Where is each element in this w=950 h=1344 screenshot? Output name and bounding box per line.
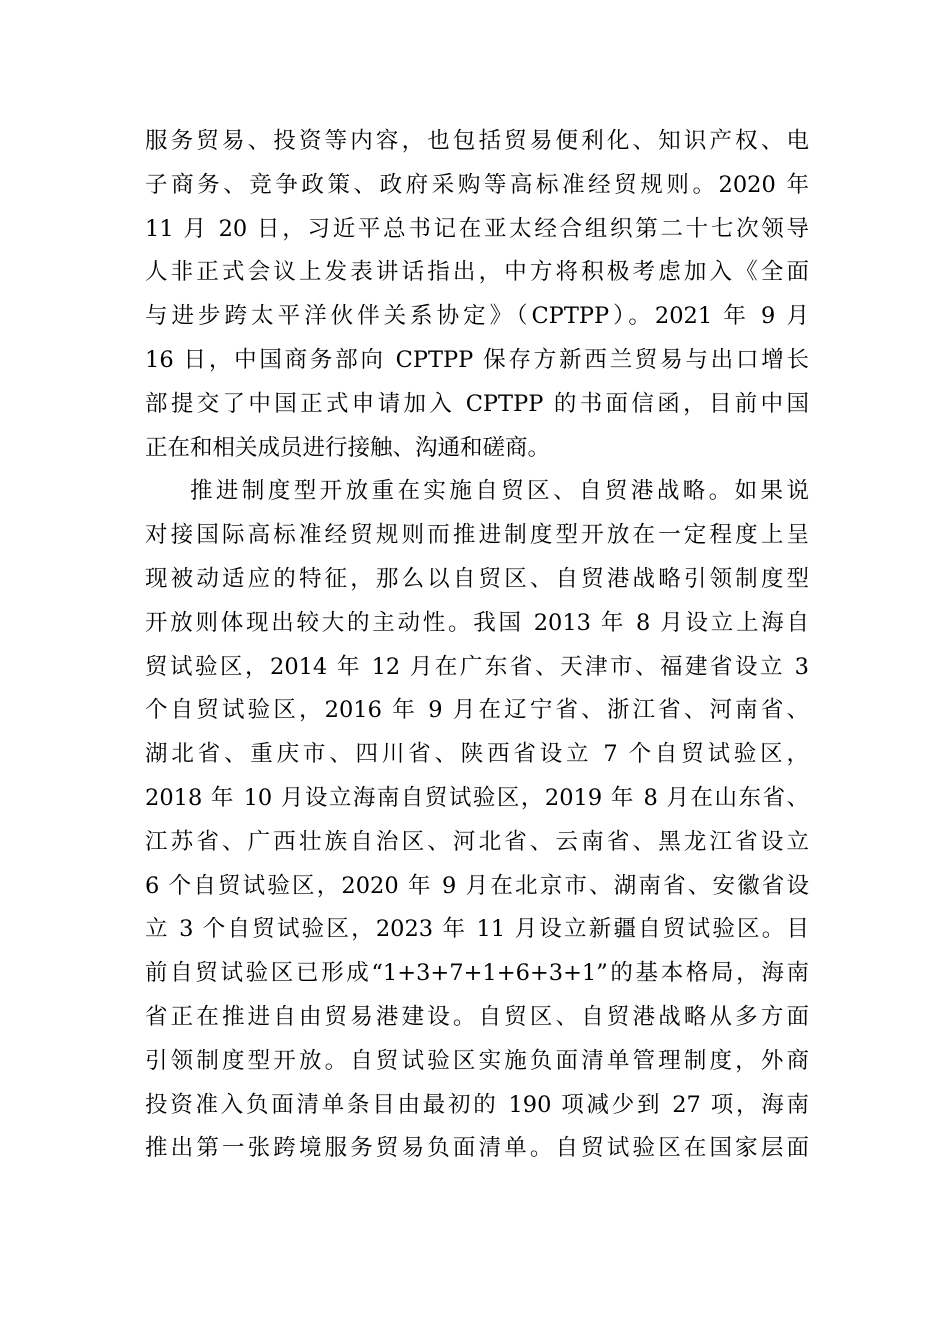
text-line: 16 日，中国商务部向 CPTPP 保存方新西兰贸易与出口增长 <box>145 346 809 373</box>
text-line: 推进制度型开放重在实施自贸区、自贸港战略。如果说 <box>190 478 809 505</box>
text-line: 前自贸试验区已形成“1+3+7+1+6+3+1”的基本格局，海南 <box>145 960 809 987</box>
text-line: 对接国际高标准经贸规则而推进制度型开放在一定程度上呈 <box>145 522 809 549</box>
text-line: 部提交了中国正式申请加入 CPTPP 的书面信函，目前中国 <box>145 390 809 417</box>
text-line: 个自贸试验区，2016 年 9 月在辽宁省、浙江省、河南省、 <box>145 697 809 724</box>
text-line: 投资准入负面清单条目由最初的 190 项减少到 27 项，海南 <box>145 1091 809 1118</box>
body-text <box>145 120 809 1171</box>
text-line: 2018 年 10 月设立海南自贸试验区，2019 年 8 月在山东省、 <box>145 784 809 811</box>
text-line: 子商务、竞争政策、政府采购等高标准经贸规则。2020 年 <box>145 171 809 198</box>
text-line: 引领制度型开放。自贸试验区实施负面清单管理制度，外商 <box>145 1047 809 1074</box>
text-line: 贸试验区，2014 年 12 月在广东省、天津市、福建省设立 3 <box>145 653 809 680</box>
text-line: 正在和相关成员进行接触、沟通和磋商。 <box>145 434 551 461</box>
text-line: 省正在推进自由贸易港建设。自贸区、自贸港战略从多方面 <box>145 1003 809 1030</box>
text-line: 与进步跨太平洋伙伴关系协定》（CPTPP）。2021 年 9 月 <box>145 303 809 330</box>
text-line: 推出第一张跨境服务贸易负面清单。自贸试验区在国家层面 <box>145 1135 809 1162</box>
text-line: 11 月 20 日，习近平总书记在亚太经合组织第二十七次领导 <box>145 215 809 242</box>
paragraph <box>145 470 809 1171</box>
text-line: 服务贸易、投资等内容，也包括贸易便利化、知识产权、电 <box>145 128 809 154</box>
paragraph <box>145 120 809 470</box>
text-line: 现被动适应的特征，那么以自贸区、自贸港战略引领制度型 <box>145 565 809 592</box>
text-line: 湖北省、重庆市、四川省、陕西省设立 7 个自贸试验区， <box>145 741 809 768</box>
text-line: 开放则体现出较大的主动性。我国 2013 年 8 月设立上海自 <box>145 609 809 636</box>
text-line: 人非正式会议上发表讲话指出，中方将积极考虑加入《全面 <box>145 259 809 286</box>
text-line: 立 3 个自贸试验区，2023 年 11 月设立新疆自贸试验区。目 <box>145 916 809 943</box>
text-line: 6 个自贸试验区，2020 年 9 月在北京市、湖南省、安徽省设 <box>145 872 809 899</box>
text-line: 江苏省、广西壮族自治区、河北省、云南省、黑龙江省设立 <box>145 828 809 855</box>
